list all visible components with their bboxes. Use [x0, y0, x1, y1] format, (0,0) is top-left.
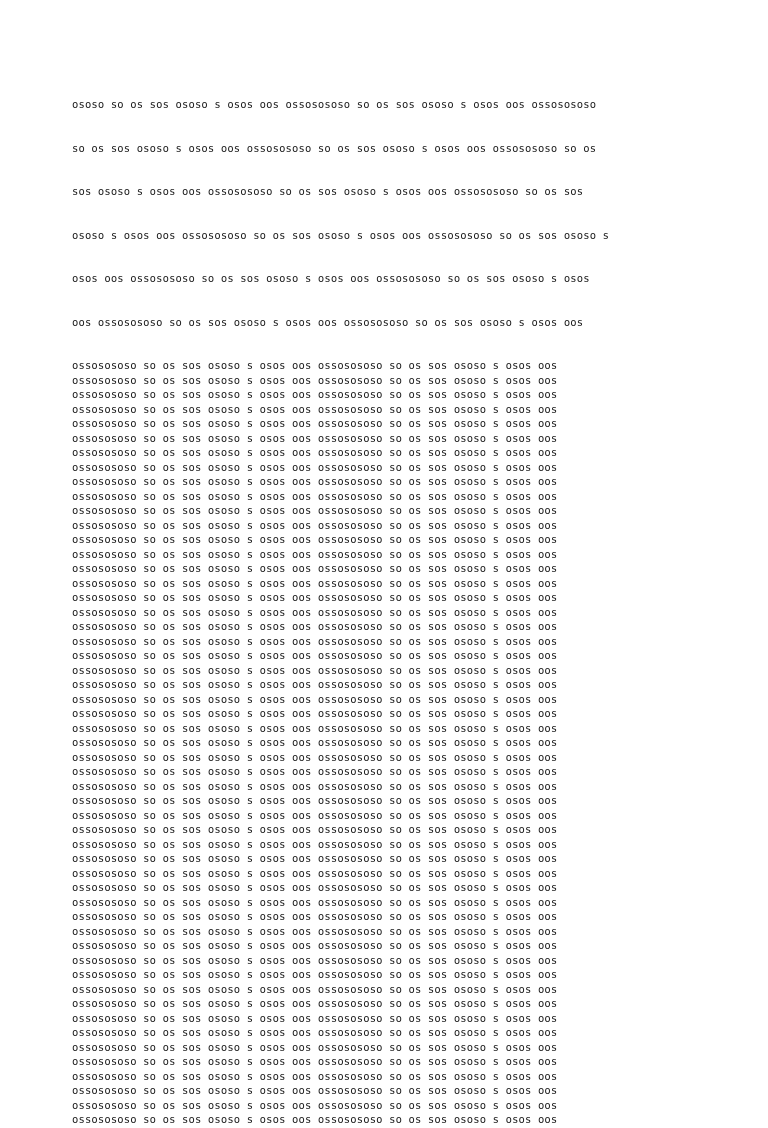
text-line-repeated: ossosososo so os sos ososo s osos oos ossosososo so os sos ososo s osos oos: [72, 983, 558, 996]
text-line: ososo s osos oos ossosososo so os sos ososo s osos oos ossosososo so os sos ososo s: [72, 229, 610, 242]
text-line-repeated: ossosososo so os sos ososo s osos oos ossosososo so os sos ososo s osos oos: [72, 867, 558, 880]
text-line-repeated: ossosososo so os sos ososo s osos oos ossosososo so os sos ososo s osos oos: [72, 635, 558, 648]
text-line-repeated: ossosososo so os sos ososo s osos oos ossosososo so os sos ososo s osos oos: [72, 925, 558, 938]
text-line-repeated: ossosososo so os sos ososo s osos oos ossosososo so os sos ososo s osos oos: [72, 838, 558, 851]
text-line-repeated: ossosososo so os sos ososo s osos oos ossosososo so os sos ososo s osos oos: [72, 998, 558, 1010]
text-line-repeated: ossosososo so os sos ososo s osos oos ossosososo so os sos ososo s osos oos: [72, 621, 558, 633]
text-line-repeated: ossosososo so os sos ososo s osos oos ossosososo so os sos ososo s osos oos: [72, 751, 558, 764]
text-line-repeated: ossosososo so os sos ososo s osos oos ossosososo so os sos ososo s osos oos: [72, 490, 558, 503]
text-line-repeated: ossosososo so os sos ososo s osos oos ossosososo so os sos ososo s osos oos: [72, 679, 558, 691]
text-line-repeated: ossosososo so os sos ososo s osos oos ossosososo so os sos ososo s osos oos: [72, 1085, 558, 1097]
text-line: ososo so os sos ososo s osos oos ossosososo so os sos ososo s osos oos ossosososo: [72, 99, 597, 111]
text-line-repeated: ossosososo so os sos ososo s osos oos ossosososo so os sos ososo s osos oos: [72, 389, 558, 401]
text-line-repeated: ossosososo so os sos ososo s osos oos ossosososo so os sos ososo s osos oos: [72, 1027, 558, 1039]
text-line-repeated: ossosososo so os sos ososo s osos oos ossosososo so os sos ososo s osos oos: [72, 853, 558, 865]
text-line: sos ososo s osos oos ossosososo so os sos ososo s osos oos ossosososo so os sos: [72, 186, 584, 198]
text-line-repeated: ossosososo so os sos ososo s osos oos ossosososo so os sos ososo s osos oos: [72, 940, 558, 952]
text-line-repeated: ossosososo so os sos ososo s osos oos ossosososo so os sos ososo s osos oos: [72, 766, 558, 778]
text-line-repeated: ossosososo so os sos ososo s osos oos ossosososo so os sos ososo s osos oos: [72, 1056, 558, 1068]
text-line-repeated: ossosososo so os sos ososo s osos oos ossosososo so os sos ososo s osos oos: [72, 882, 558, 894]
text-line-repeated: ossosososo so os sos ososo s osos oos ossosososo so os sos ososo s osos oos: [72, 1012, 558, 1025]
text-line-repeated: ossosososo so os sos ososo s osos oos ossosososo so os sos ososo s osos oos: [72, 664, 558, 677]
text-line-repeated: ossosososo so os sos ososo s osos oos ossosososo so os sos ososo s osos oos: [72, 1114, 558, 1126]
text-line-repeated: ossosososo so os sos ososo s osos oos ossosososo so os sos ososo s osos oos: [72, 1041, 558, 1054]
text-line-repeated: ossosososo so os sos ososo s osos oos ossosososo so os sos ososo s osos oos: [72, 461, 558, 474]
text-line-repeated: ossosososo so os sos ososo s osos oos ossosososo so os sos ososo s osos oos: [72, 693, 558, 706]
text-line-repeated: ossosososo so os sos ososo s osos oos ossosososo so os sos ososo s osos oos: [72, 954, 558, 967]
text-line: osos oos ossosososo so os sos ososo s osos oos ossosososo so os sos ososo s osos: [72, 273, 590, 285]
text-line-repeated: ossosososo so os sos ososo s osos oos ossosososo so os sos ososo s osos oos: [72, 447, 558, 459]
text-line: so os sos ososo s osos oos ossosososo so os sos ososo s osos oos ossosososo so os: [72, 142, 597, 155]
text-line-repeated: ossosososo so os sos ososo s osos oos ossosososo so os sos ososo s osos oos: [72, 969, 558, 981]
text-line-repeated: ossosososo so os sos ososo s osos oos ossosososo so os sos ososo s osos oos: [72, 708, 558, 720]
text-line-repeated: ossosososo so os sos ososo s osos oos ossosososo so os sos ososo s osos oos: [72, 374, 558, 387]
text-line-repeated: ossosososo so os sos ososo s osos oos ossosososo so os sos ososo s osos oos: [72, 809, 558, 822]
text-line-repeated: ossosososo so os sos ososo s osos oos ossosososo so os sos ososo s osos oos: [72, 795, 558, 807]
text-line-repeated: ossosososo so os sos ososo s osos oos ossosososo so os sos ososo s osos oos: [72, 505, 558, 517]
text-line-repeated: ossosososo so os sos ososo s osos oos ossosososo so os sos ososo s osos oos: [72, 563, 558, 575]
document-body-text: [72, 69, 712, 1128]
text-line-repeated: ossosososo so os sos ososo s osos oos ossosososo so os sos ososo s osos oos: [72, 418, 558, 430]
text-line-repeated: ossosososo so os sos ososo s osos oos ossosososo so os sos ososo s osos oos: [72, 476, 558, 488]
text-line-repeated: ossosososo so os sos ososo s osos oos ossosososo so os sos ososo s osos oos: [72, 1070, 558, 1083]
text-line-repeated: ossosososo so os sos ososo s osos oos ossosososo so os sos ososo s osos oos: [72, 824, 558, 836]
text-line-repeated: ossosososo so os sos ososo s osos oos ossosososo so os sos ososo s osos oos: [72, 896, 558, 909]
text-line-repeated: ossosososo so os sos ososo s osos oos ossosososo so os sos ososo s osos oos: [72, 780, 558, 793]
text-line-repeated: ossosososo so os sos ososo s osos oos ossosososo so os sos ososo s osos oos: [72, 577, 558, 590]
text-line-repeated: ossosososo so os sos ososo s osos oos ossosososo so os sos ososo s osos oos: [72, 534, 558, 546]
text-line-repeated: ossosososo so os sos ososo s osos oos ossosososo so os sos ososo s osos oos: [72, 737, 558, 749]
text-line-repeated: ossosososo so os sos ososo s osos oos ossosososo so os sos ososo s osos oos: [72, 548, 558, 561]
text-line-repeated: ossosososo so os sos ososo s osos oos ossosososo so os sos ososo s osos oos: [72, 592, 558, 604]
text-line-repeated: ossosososo so os sos ososo s osos oos ossosososo so os sos ososo s osos oos: [72, 650, 558, 662]
text-line-repeated: ossosososo so os sos ososo s osos oos ossosososo so os sos ososo s osos oos: [72, 519, 558, 532]
text-line: oos ossosososo so os sos ososo s osos oos ossosososo so os sos ososo s osos oos: [72, 316, 584, 329]
text-line-repeated: ossosososo so os sos ososo s osos oos ossosososo so os sos ososo s osos oos: [72, 606, 558, 619]
text-line-repeated: ossosososo so os sos ososo s osos oos ossosososo so os sos ososo s osos oos: [72, 722, 558, 735]
text-line-repeated: ossosososo so os sos ososo s osos oos ossosososo so os sos ososo s osos oos: [72, 1099, 558, 1112]
text-line-repeated: ossosososo so os sos ososo s osos oos ossosososo so os sos ososo s osos oos: [72, 403, 558, 416]
text-line-repeated: ossosososo so os sos ososo s osos oos ossosososo so os sos ososo s osos oos: [72, 911, 558, 923]
text-line-repeated: ossosososo so os sos ososo s osos oos ossosososo so os sos ososo s osos oos: [72, 360, 558, 372]
text-line-repeated: ossosososo so os sos ososo s osos oos ossosososo so os sos ososo s osos oos: [72, 432, 558, 445]
